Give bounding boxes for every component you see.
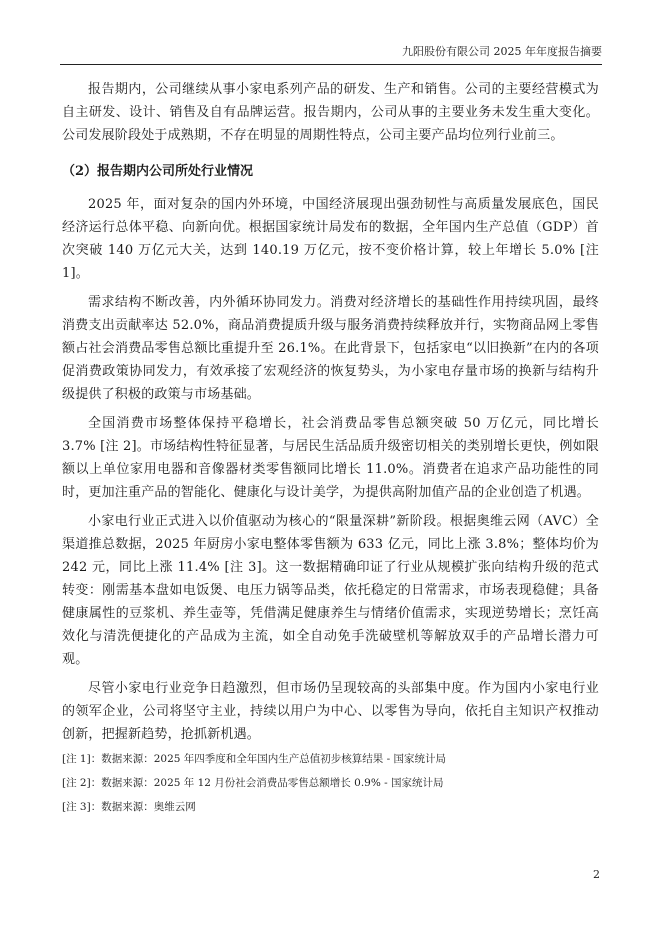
paragraph-demand: 需求结构不断改善，内外循环协同发力。消费对经济增长的基础性作用持续巩固，最终消费支出贡献率达 52.0%，商品消费提质升级与服务消费持续释放并行，实物商品网上零售额占社会消费品零售总额比重提升至 26.1%。在此背景下，包括家电“以旧换新”在内的各项促消费政策协同发力，有效承接了宏观经济的恢复势头，为小家电存量市场的换新与结构升级提供了积极的政策与市场基础。 <box>62 295 599 402</box>
page-number: 2 <box>593 868 600 881</box>
paragraph-competition: 尽管小家电行业竞争日趋激烈，但市场仍呈现较高的头部集中度。作为国内小家电行业的领军企业，公司将坚守主业，持续以用户为中心、以零售为导向，依托自主知识产权推动创新，把握新趋势，抢抓新机遇。 <box>62 681 599 742</box>
paragraph-industry: 小家电行业正式进入以价值驱动为核心的“限量深耕”新阶段。根据奥维云网（AVC）全渠道推总数据，2025 年厨房小家电整体零售额为 633 亿元，同比上涨 3.8%；整体均价为 242 元，同比上涨 11.4% [注 3]。这一数据精确印证了行业从规模扩张向结构升级的范式转变：刚需基本盘如电饭煲、电压力锅等品类，依托稳定的日常需求，市场表现稳健；具备健康属性的豆浆机、养生壶等，凭借满足健康养生与情绪价值需求，实现逆势增长；烹饪高效化与清洗便捷化的产品成为主流，如全自动免手洗破壁机等解放双手的产品增长潜力可观。 <box>62 514 599 667</box>
page-header <box>60 44 602 65</box>
footnotes <box>62 752 602 824</box>
intro-paragraph: 报告期内，公司继续从事小家电系列产品的研发、生产和销售。公司的主要经营模式为自主研发、设计、销售及自有品牌运营。报告期内，公司从事的主要业务未发生重大变化。公司发展阶段处于成熟期，不存在明显的周期性特点，公司主要产品均位列行业前三。 <box>62 82 599 143</box>
header-title: 九阳股份有限公司 2025 年年度报告摘要 <box>402 45 602 58</box>
footnote-1: [注 1]：数据来源：2025 年四季度和全年国内生产总值初步核算结果 - 国家统计局 <box>62 753 446 765</box>
section-heading: （2）报告期内公司所处行业情况 <box>62 164 254 179</box>
main-content <box>62 78 599 746</box>
footnote-2: [注 2]：数据来源：2025 年 12 月份社会消费品零售总额增长 0.9% - 国家统计局 <box>62 777 444 789</box>
paragraph-consumption: 全国消费市场整体保持平稳增长，社会消费品零售总额突破 50 万亿元，同比增长 3.7% [注 2]。市场结构性特征显著，与居民生活品质升级密切相关的类别增长更快，例如限额以上单位家用电器和音像器材类零售额同比增长 11.0%。消费者在追求产品功能性的同时，更加注重产品的智能化、健康化与设计美学，为提供高附加值产品的企业创造了机遇。 <box>62 416 599 500</box>
paragraph-gdp: 2025 年，面对复杂的国内外环境，中国经济展现出强劲韧性与高质量发展底色，国民经济运行总体平稳、向新向优。根据国家统计局发布的数据，全年国内生产总值（GDP）首次突破 140 万亿元大关，达到 140.19 万亿元，按不变价格计算，较上年增长 5.0% [注 1]。 <box>62 197 599 281</box>
footnote-3: [注 3]：数据来源：奥维云网 <box>62 801 196 813</box>
